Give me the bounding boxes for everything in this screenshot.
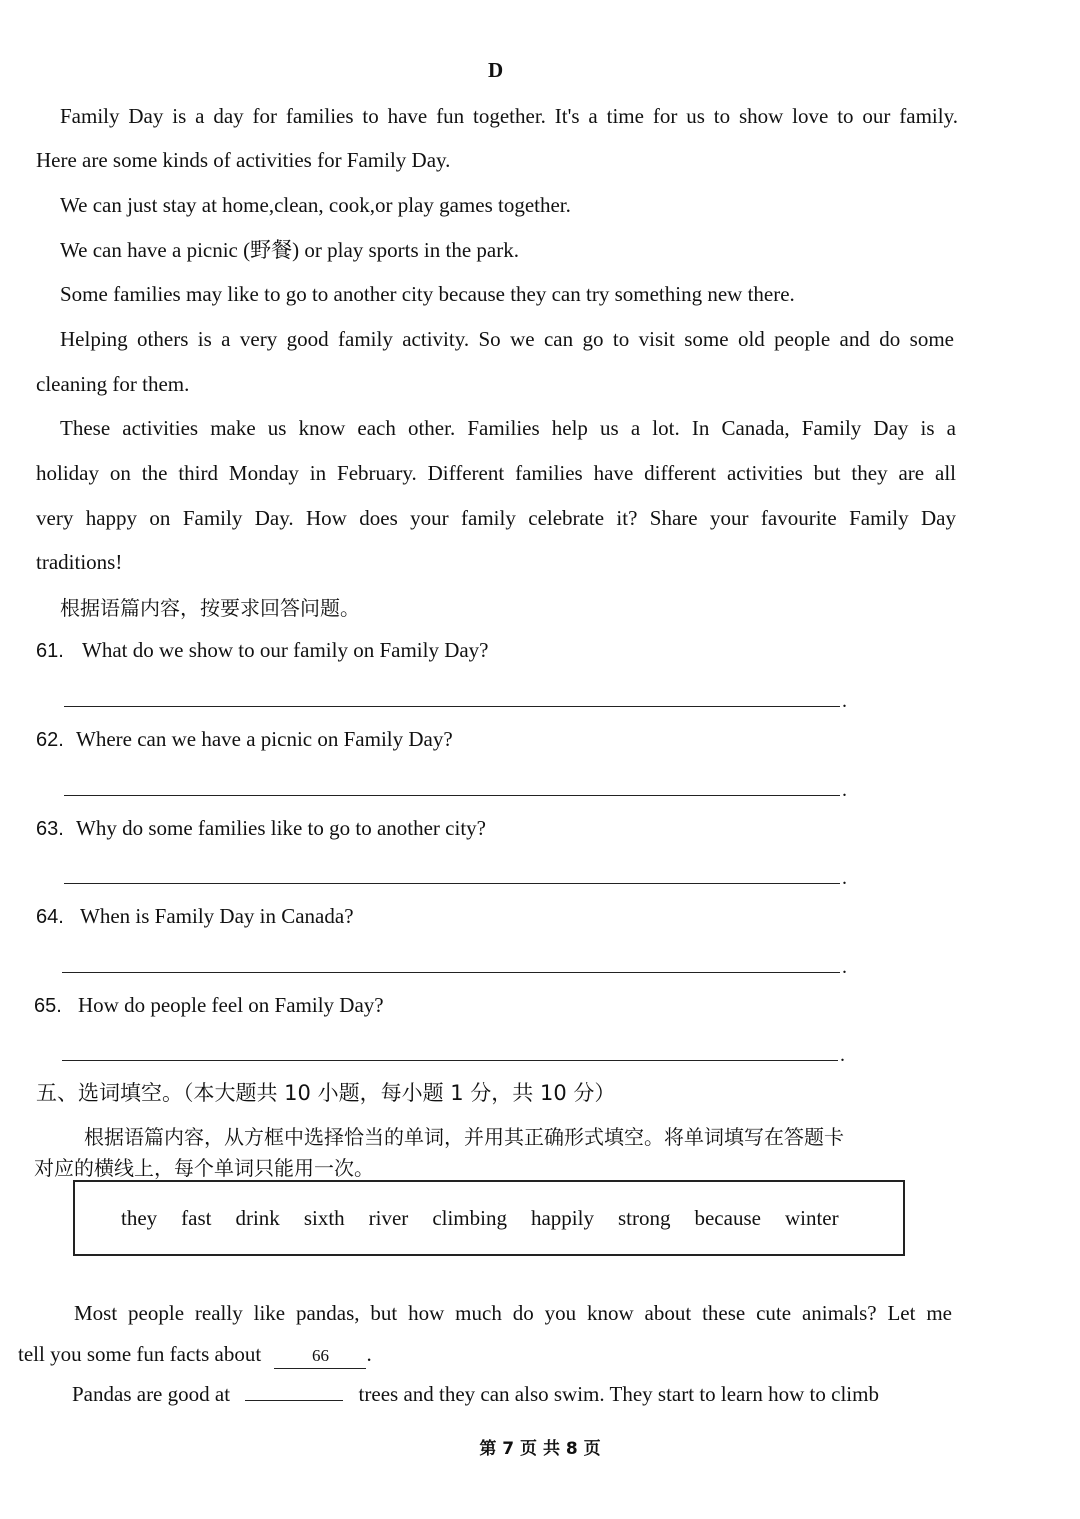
word-option: strong — [617, 1205, 671, 1230]
answer-dot: . — [842, 690, 847, 712]
word-option: climbing — [432, 1205, 507, 1230]
page-footer: 第 7 页 共 8 页 — [479, 1439, 601, 1459]
answer-line[interactable] — [62, 1060, 838, 1061]
answer-dot: . — [842, 956, 847, 978]
passage-line: Here are some kinds of activities for Family Day. — [36, 148, 451, 172]
question-text: Why do some families like to go to another city? — [76, 816, 486, 840]
cloze-text: . — [366, 1342, 372, 1366]
word-option: happily — [530, 1205, 594, 1230]
cloze-line: Most people really like pandas, but how much do you know about these cute animals? Let me — [74, 1301, 952, 1325]
passage-line: We can just stay at home,clean, cook,or play games together. — [60, 193, 571, 217]
answer-line[interactable] — [64, 883, 840, 884]
answer-line[interactable] — [64, 795, 840, 796]
question-text: How do people feel on Family Day? — [78, 993, 384, 1017]
answer-line[interactable] — [64, 706, 840, 707]
answer-line[interactable] — [62, 972, 840, 973]
answer-dot: . — [842, 779, 847, 801]
word-option: winter — [784, 1205, 839, 1230]
word-box — [73, 1180, 905, 1256]
question-text: When is Family Day in Canada? — [80, 904, 354, 928]
answer-dot: . — [842, 867, 847, 889]
question-number: 65. — [34, 995, 62, 1017]
question-text: What do we show to our family on Family Day? — [82, 638, 489, 662]
blank-67[interactable] — [245, 1378, 343, 1401]
passage-line: holiday on the third Monday in February. Different families have different activities but they are all — [36, 461, 956, 485]
passage-line: Helping others is a very good family activity. So we can go to visit some old people and do some — [60, 327, 954, 351]
section-instruction: 根据语篇内容，从方框中选择恰当的单词，并用其正确形式填空。将单词填写在答题卡 — [84, 1125, 844, 1149]
word-option: fast — [181, 1205, 212, 1230]
passage-line: Some families may like to go to another city because they can try something new there. — [60, 282, 795, 306]
passage-line: cleaning for them. — [36, 372, 190, 396]
question-number: 64. — [36, 906, 64, 928]
question-number: 63. — [36, 818, 64, 840]
question-number: 61. — [36, 640, 64, 662]
word-option: they — [121, 1205, 158, 1230]
passage-line: These activities make us know each other. Families help us a lot. In Canada, Family Day is a — [60, 416, 956, 440]
section-letter: D — [488, 58, 504, 82]
cloze-text: Pandas are good at — [72, 1382, 231, 1406]
answer-dot: . — [840, 1044, 845, 1066]
section-heading: 五、选词填空。（本大题共 10 小题，每小题 1 分，共 10 分） — [36, 1081, 616, 1105]
passage-line: Family Day is a day for families to have fun together. It's a time for us to show love to our family. — [60, 104, 958, 128]
passage-line: We can have a picnic (野餐) or play sports in the park. — [60, 238, 519, 262]
cloze-line — [72, 1372, 879, 1416]
cloze-line — [18, 1332, 372, 1376]
cloze-text: trees and they can also swim. They start to learn how to climb — [358, 1382, 879, 1406]
question-number: 62. — [36, 729, 64, 751]
passage-line: very happy on Family Day. How does your family celebrate it? Share your favourite Family Day — [36, 506, 956, 530]
word-option: sixth — [303, 1205, 345, 1230]
blank-66[interactable]: 66 — [274, 1346, 366, 1369]
word-option: because — [694, 1205, 761, 1230]
cloze-text: tell you some fun facts about — [18, 1342, 262, 1366]
word-option: river — [368, 1205, 409, 1230]
question-text: Where can we have a picnic on Family Day? — [76, 727, 453, 751]
word-option: drink — [235, 1205, 280, 1230]
section-instruction: 对应的横线上，每个单词只能用一次。 — [34, 1156, 374, 1180]
passage-line: traditions! — [36, 550, 123, 574]
instruction-cn: 根据语篇内容，按要求回答问题。 — [60, 596, 360, 620]
